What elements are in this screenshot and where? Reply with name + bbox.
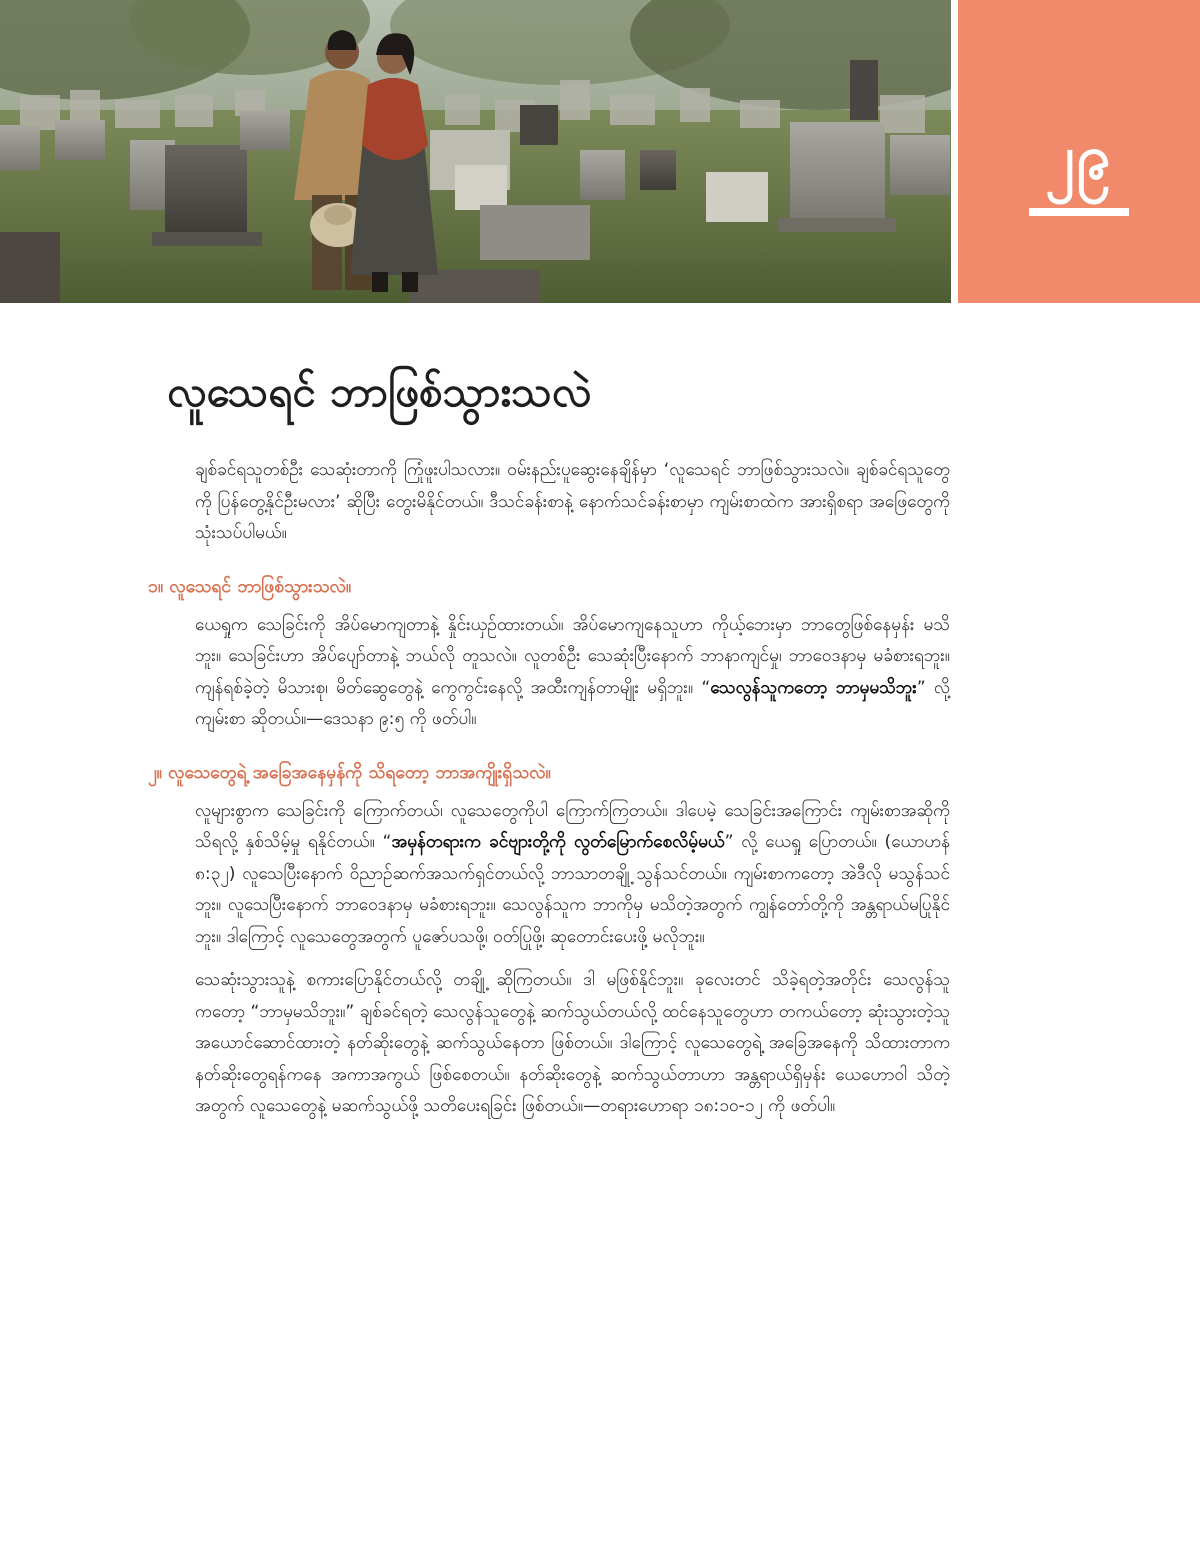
intro-paragraph: ချစ်ခင်ရသူတစ်ဦး သေဆုံးတာကို ကြုံဖူးပါသလား။ ဝမ်းနည်းပူဆွေးနေချိန်မှာ ‘လူသေရင် ဘာဖြစ်သွားသလဲ။ ချစ်ခင်ရသူတွေကို ပြန်တွေ့နိုင်ဦးမလား’ ဆိုပြီး တွေးမိနိုင်တယ်။ ဒီသင်ခန်းစာနဲ့ နောက်သင်ခန်းစာမှာ ကျမ်းစာထဲက အားရှိစရာ အဖြေတွေကို သုံးသပ်ပါမယ်။ [195,460,950,543]
question-heading-2: ၂။ လူသေတွေရဲ့ အခြေအနေမှန်ကို သိရတော့ ဘာအကျိုးရှိသလဲ။ [148,762,551,783]
section-2-paragraph-2 [195,965,950,1123]
page-title: လူသေရင် ဘာဖြစ်သွားသလဲ [167,367,592,416]
lesson-number-badge [958,0,1200,303]
lesson-number: ၂၉ [1045,122,1113,192]
question-heading-1: ၁။ လူသေရင် ဘာဖြစ်သွားသလဲ။ [148,576,352,597]
section-1-paragraph [195,610,950,736]
badge-underline [1029,208,1129,216]
text-run: သေဆုံးသွားသူနဲ့ စကားပြောနိုင်တယ်လို့ တချို့ ဆိုကြတယ်။ ဒါ မဖြစ်နိုင်ဘူး။ ခုလေးတင် သိခဲ့ရတဲ့အတိုင်း သေလွန်သူကတော့ “ဘာမှမသိဘူး။” ချစ်ခင်ရတဲ့ သေလွန်သူတွေနဲ့ ဆက်သွယ်တယ်လို့ ထင်နေသူတွေဟာ တကယ်တော့ ဆုံးသွားတဲ့သူ အယောင်ဆောင်ထားတဲ့ နတ်ဆိုးတွေနဲ့ ဆက်သွယ်နေတာ ဖြစ်တယ်။ ဒါကြောင့် လူသေတွေရဲ့ အခြေအနေကို သိထားတာက နတ်ဆိုးတွေရန်ကနေ အကာအကွယ် ဖြစ်စေတယ်။ နတ်ဆိုးတွေနဲ့ ဆက်သွယ်တာဟာ အန္တရာယ်ရှိမှန်း ယေဟောဝါ သိတဲ့အတွက် လူသေတွေနဲ့ မဆက်သွယ်ဖို့ သတိပေးရခြင်း ဖြစ်တယ်။—တရားဟောရာ ၁၈:၁၀-၁၂ ကို ဖတ်ပါ။ [195,970,950,1116]
scripture-quote: သေလွန်သူကတော့ ဘာမှမသိဘူး [710,677,917,698]
text-run: ” လို့ ကျမ်းစာ ဆိုတယ်။—ဒေသနာ ၉:၅ ကို ဖတ်ပါ။ [195,677,951,729]
text-run: ” လို့ ယေရှု ပြောတယ်။ (ယောဟန် ၈:၃၂) လူသေပြီးနောက် ဝိညာဉ်ဆက်အသက်ရှင်တယ်လို့ ဘာသာတချို့ သွန်သင်တယ်။ ကျမ်းစာကတော့ အဲဒီလို မသွန်သင်ဘူး။ လူသေပြီးနောက် ဘာဝေဒနာမှ မခံစားရဘူး။ သေလွန်သူက ဘာကိုမှ မသိတဲ့အတွက် ကျွန်တော်တို့ကို အန္တရာယ်မပြုနိုင်ဘူး။ ဒါကြောင့် လူသေတွေအတွက် ပူဇော်ပသဖို့၊ ဝတ်ပြုဖို့၊ ဆုတောင်းပေးဖို့ မလိုဘူး။ [195,832,950,947]
scripture-quote: အမှန်တရားက ခင်ဗျားတို့ကို လွတ်မြောက်စေလိမ့်မယ် [391,832,725,852]
text-run: လူများစွာက သေခြင်းကို ကြောက်တယ်၊ လူသေတွေကိုပါ ကြောက်ကြတယ်။ ဒါပေမဲ့ သေခြင်းအကြောင်း ကျမ်းစာအဆိုကို သိရလို့ နှစ်သိမ့်မှု ရနိုင်တယ်။ “ [195,800,950,852]
section-2-paragraph-1 [195,796,950,954]
text-run: ယေရှုက သေခြင်းကို အိပ်မောကျတာနဲ့ နှိုင်းယှဉ်ထားတယ်။ အိပ်မောကျနေသူဟာ ကိုယ့်ဘေးမှာ ဘာတွေဖြစ်နေမှန်း မသိဘူး။ သေခြင်းဟာ အိပ်ပျော်တာနဲ့ ဘယ်လို တူသလဲ။ လူတစ်ဦး သေဆုံးပြီးနောက် ဘာနာကျင်မှု၊ ဘာဝေဒနာမှ မခံစားရဘူး။ ကျန်ရစ်ခဲ့တဲ့ မိသားစု၊ မိတ်ဆွေတွေနဲ့ ကွေကွင်းနေလို့ အထီးကျန်တာမျိုး မရှိဘူး။ “ [195,614,950,698]
hero-photo [0,0,951,303]
lesson-content [148,455,951,1135]
cemetery-couple-illustration [0,0,951,303]
